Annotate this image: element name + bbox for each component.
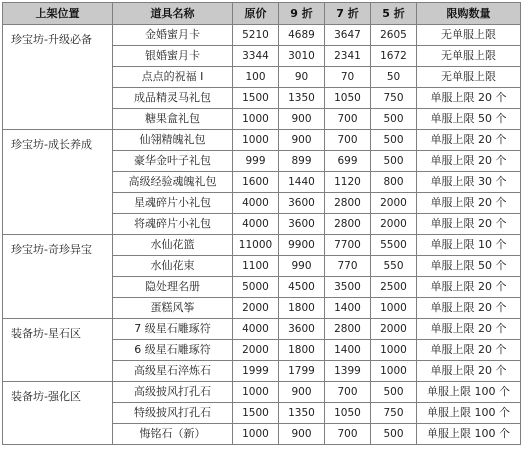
table-row [3, 319, 521, 340]
purchase-limit-cell: 单服上限 20 个 [417, 193, 521, 214]
original-price-cell: 4000 [233, 214, 279, 235]
item-name-cell: 仙翎精魄礼包 [113, 130, 233, 151]
price-90-cell: 4689 [279, 25, 325, 46]
table-body [3, 25, 521, 445]
purchase-limit-cell: 单服上限 20 个 [417, 151, 521, 172]
item-name-cell: 高级经验魂魄礼包 [113, 172, 233, 193]
original-price-cell: 11000 [233, 235, 279, 256]
purchase-limit-cell: 单服上限 20 个 [417, 298, 521, 319]
header-location: 上架位置 [3, 3, 113, 25]
item-name-cell: 糖果盒礼包 [113, 109, 233, 130]
original-price-cell: 1000 [233, 382, 279, 403]
price-50-cell: 2000 [371, 193, 417, 214]
item-name-cell: 豪华金叶子礼包 [113, 151, 233, 172]
purchase-limit-cell: 单服上限 20 个 [417, 88, 521, 109]
item-name-cell: 高级星石淬炼石 [113, 361, 233, 382]
price-50-cell: 1000 [371, 340, 417, 361]
purchase-limit-cell: 无单服上限 [417, 46, 521, 67]
price-70-cell: 2341 [325, 46, 371, 67]
price-70-cell: 699 [325, 151, 371, 172]
original-price-cell: 3344 [233, 46, 279, 67]
shelf-location-cell: 珍宝坊-成长养成 [3, 130, 113, 235]
price-70-cell: 770 [325, 256, 371, 277]
original-price-cell: 4000 [233, 319, 279, 340]
purchase-limit-cell: 单服上限 20 个 [417, 319, 521, 340]
price-90-cell: 9900 [279, 235, 325, 256]
price-table-container [2, 2, 520, 457]
shelf-location-cell: 珍宝坊-奇珍异宝 [3, 235, 113, 319]
item-name-cell: 蛋糕风筝 [113, 298, 233, 319]
purchase-limit-cell: 无单服上限 [417, 25, 521, 46]
original-price-cell: 2000 [233, 340, 279, 361]
price-70-cell: 700 [325, 130, 371, 151]
price-90-cell: 3010 [279, 46, 325, 67]
price-70-cell: 2800 [325, 319, 371, 340]
purchase-limit-cell: 单服上限 30 个 [417, 172, 521, 193]
price-90-cell: 1440 [279, 172, 325, 193]
original-price-cell: 5210 [233, 25, 279, 46]
header-50-percent: 5 折 [371, 3, 417, 25]
price-90-cell: 900 [279, 382, 325, 403]
original-price-cell: 1000 [233, 109, 279, 130]
price-50-cell: 1672 [371, 46, 417, 67]
table-row [3, 25, 521, 46]
table-row [3, 130, 521, 151]
purchase-limit-cell: 单服上限 100 个 [417, 403, 521, 424]
item-name-cell: 水仙花束 [113, 256, 233, 277]
item-name-cell: 星魂碎片小礼包 [113, 193, 233, 214]
price-70-cell: 700 [325, 382, 371, 403]
purchase-limit-cell: 单服上限 20 个 [417, 277, 521, 298]
price-70-cell: 1050 [325, 403, 371, 424]
purchase-limit-cell: 单服上限 20 个 [417, 214, 521, 235]
shelf-location-cell: 珍宝坊-升级必备 [3, 25, 113, 130]
original-price-cell: 5000 [233, 277, 279, 298]
original-price-cell: 999 [233, 151, 279, 172]
price-90-cell: 900 [279, 130, 325, 151]
price-50-cell: 5500 [371, 235, 417, 256]
price-90-cell: 1799 [279, 361, 325, 382]
price-70-cell: 700 [325, 109, 371, 130]
item-name-cell: 6 级星石雕琢符 [113, 340, 233, 361]
item-name-cell: 特级披风打孔石 [113, 403, 233, 424]
price-50-cell: 800 [371, 172, 417, 193]
purchase-limit-cell: 单服上限 20 个 [417, 130, 521, 151]
item-name-cell: 高级披风打孔石 [113, 382, 233, 403]
purchase-limit-cell: 单服上限 20 个 [417, 361, 521, 382]
price-50-cell: 500 [371, 382, 417, 403]
header-item-name: 道具名称 [113, 3, 233, 25]
purchase-limit-cell: 单服上限 50 个 [417, 109, 521, 130]
original-price-cell: 1600 [233, 172, 279, 193]
price-50-cell: 1000 [371, 361, 417, 382]
price-70-cell: 2800 [325, 193, 371, 214]
price-90-cell: 1800 [279, 298, 325, 319]
item-name-cell: 将魂碎片小礼包 [113, 214, 233, 235]
purchase-limit-cell: 单服上限 10 个 [417, 235, 521, 256]
original-price-cell: 1999 [233, 361, 279, 382]
price-50-cell: 500 [371, 424, 417, 445]
price-90-cell: 990 [279, 256, 325, 277]
price-90-cell: 3600 [279, 319, 325, 340]
shelf-location-cell: 装备坊-星石区 [3, 319, 113, 382]
purchase-limit-cell: 单服上限 20 个 [417, 340, 521, 361]
header-90-percent: 9 折 [279, 3, 325, 25]
price-70-cell: 1400 [325, 340, 371, 361]
price-50-cell: 2000 [371, 319, 417, 340]
item-name-cell: 水仙花篮 [113, 235, 233, 256]
discount-price-table [2, 2, 521, 445]
original-price-cell: 1500 [233, 403, 279, 424]
price-90-cell: 1800 [279, 340, 325, 361]
item-name-cell: 成品精灵马礼包 [113, 88, 233, 109]
price-90-cell: 90 [279, 67, 325, 88]
original-price-cell: 1100 [233, 256, 279, 277]
price-50-cell: 750 [371, 88, 417, 109]
price-70-cell: 1120 [325, 172, 371, 193]
price-70-cell: 7700 [325, 235, 371, 256]
item-name-cell: 点点的祝福 I [113, 67, 233, 88]
original-price-cell: 100 [233, 67, 279, 88]
price-50-cell: 2000 [371, 214, 417, 235]
item-name-cell: 7 级星石雕琢符 [113, 319, 233, 340]
price-70-cell: 70 [325, 67, 371, 88]
item-name-cell: 银婚蜜月卡 [113, 46, 233, 67]
price-70-cell: 700 [325, 424, 371, 445]
header-row [3, 3, 521, 25]
shelf-location-cell: 装备坊-强化区 [3, 382, 113, 445]
purchase-limit-cell: 单服上限 100 个 [417, 382, 521, 403]
purchase-limit-cell: 无单服上限 [417, 67, 521, 88]
price-70-cell: 1050 [325, 88, 371, 109]
price-50-cell: 50 [371, 67, 417, 88]
price-90-cell: 1350 [279, 88, 325, 109]
price-50-cell: 500 [371, 151, 417, 172]
price-90-cell: 1350 [279, 403, 325, 424]
price-70-cell: 2800 [325, 214, 371, 235]
price-70-cell: 1400 [325, 298, 371, 319]
price-50-cell: 1000 [371, 298, 417, 319]
purchase-limit-cell: 单服上限 50 个 [417, 256, 521, 277]
price-90-cell: 3600 [279, 193, 325, 214]
price-50-cell: 750 [371, 403, 417, 424]
price-70-cell: 1399 [325, 361, 371, 382]
header-original-price: 原价 [233, 3, 279, 25]
original-price-cell: 2000 [233, 298, 279, 319]
table-row [3, 382, 521, 403]
item-name-cell: 隐处理名册 [113, 277, 233, 298]
price-50-cell: 2605 [371, 25, 417, 46]
original-price-cell: 1000 [233, 424, 279, 445]
price-90-cell: 900 [279, 109, 325, 130]
price-90-cell: 900 [279, 424, 325, 445]
table-row [3, 235, 521, 256]
price-90-cell: 899 [279, 151, 325, 172]
price-50-cell: 2500 [371, 277, 417, 298]
price-50-cell: 500 [371, 109, 417, 130]
header-purchase-limit: 限购数量 [417, 3, 521, 25]
price-50-cell: 550 [371, 256, 417, 277]
original-price-cell: 1000 [233, 130, 279, 151]
purchase-limit-cell: 单服上限 100 个 [417, 424, 521, 445]
original-price-cell: 4000 [233, 193, 279, 214]
header-70-percent: 7 折 [325, 3, 371, 25]
price-90-cell: 3600 [279, 214, 325, 235]
item-name-cell: 金婚蜜月卡 [113, 25, 233, 46]
original-price-cell: 1500 [233, 88, 279, 109]
item-name-cell: 悔铭石（新） [113, 424, 233, 445]
price-70-cell: 3647 [325, 25, 371, 46]
price-70-cell: 3500 [325, 277, 371, 298]
price-50-cell: 500 [371, 130, 417, 151]
price-90-cell: 4500 [279, 277, 325, 298]
